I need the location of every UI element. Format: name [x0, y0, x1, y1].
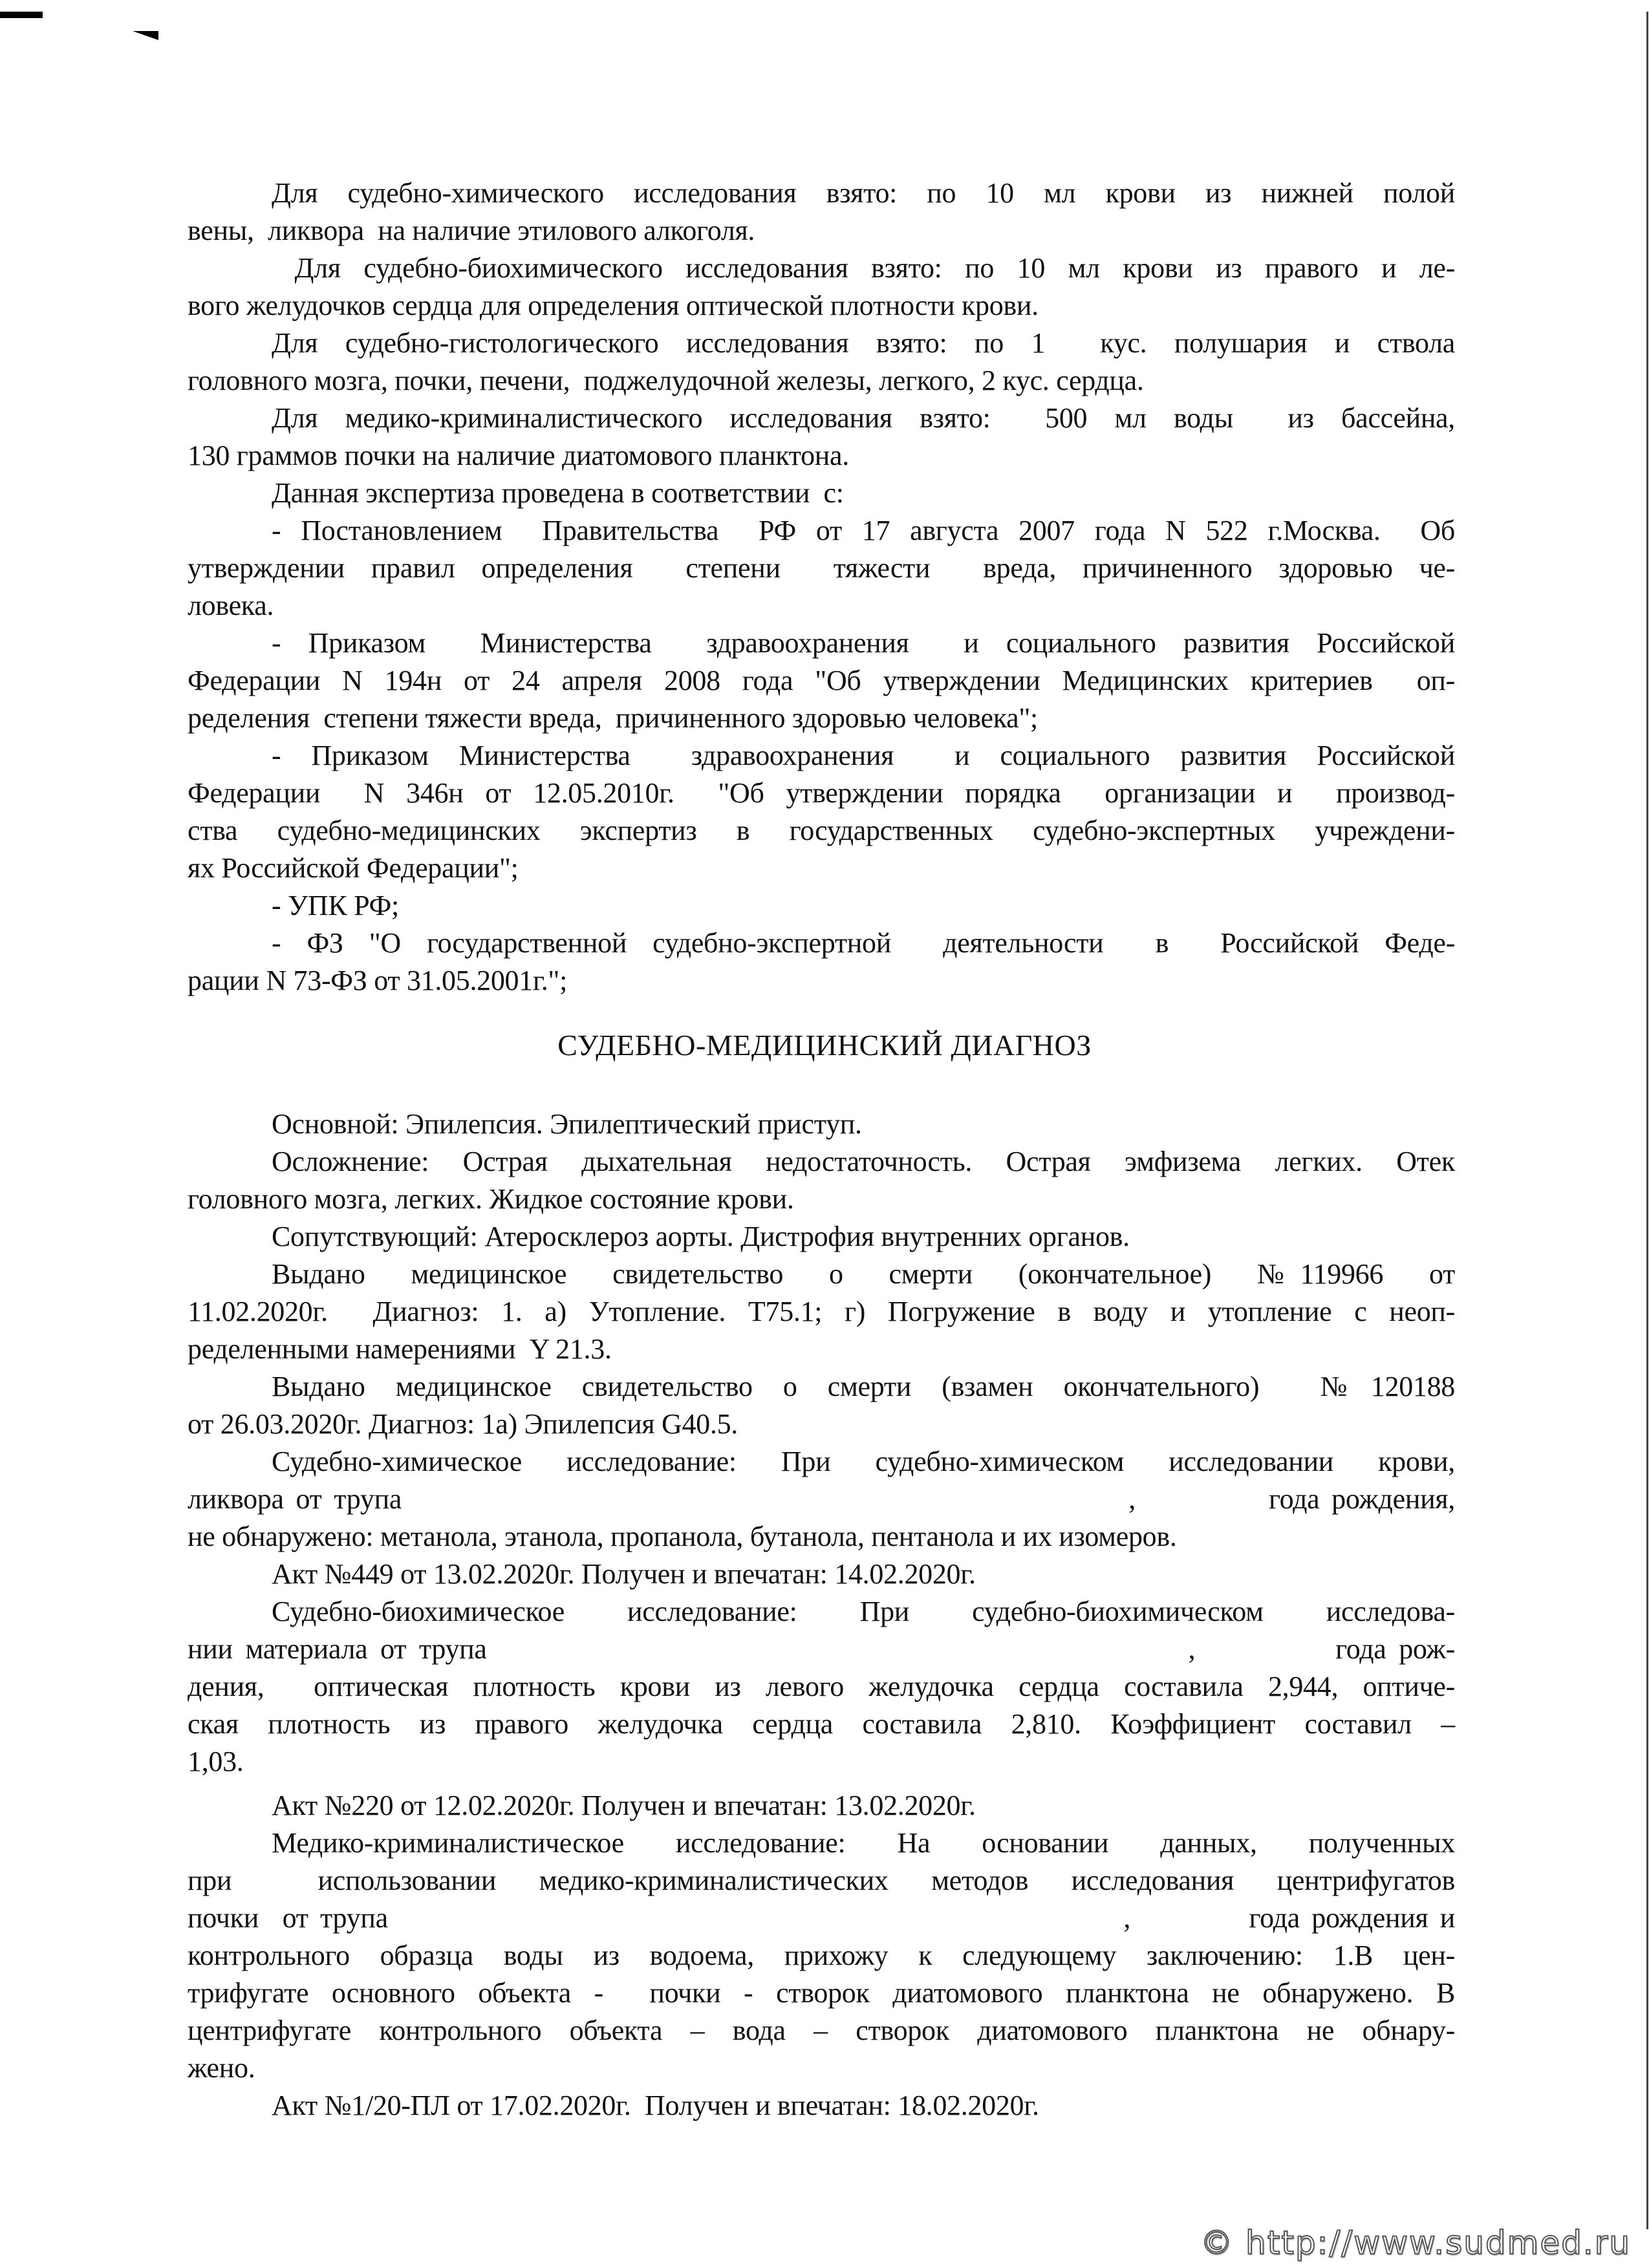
text-line: Акт №449 от 13.02.2020г. Получен и впечатан: 14.02.2020г.	[272, 1558, 976, 1590]
text-line: головного мозга, легких. Жидкое состояние крови.	[188, 1183, 794, 1215]
text-line: Осложнение: Острая дыхательная недостаточность. Острая эмфизема легких. Отек	[272, 1146, 1455, 1177]
text-line: 1,03.	[188, 1746, 244, 1777]
scan-artifact-triangle	[133, 31, 158, 40]
text-line: - ФЗ "О государственной судебно-экспертной деятельности в Российской Феде-	[272, 927, 1455, 959]
text-line: ях Российской Федерации";	[188, 852, 519, 884]
text-line: Медико-криминалистическое исследование: На основании данных, полученных	[272, 1827, 1455, 1859]
text-line: вого желудочков сердца для определения оптической плотности крови.	[188, 290, 1039, 321]
text-line: жено.	[188, 2052, 255, 2084]
text-line: Акт №220 от 12.02.2020г. Получен и впечатан: 13.02.2020г.	[272, 1790, 976, 1821]
text-line: Для судебно-химического исследования взято: по 10 мл крови из нижней полой	[272, 177, 1455, 209]
watermark: © http://www.sudmed.ru	[1200, 2224, 1631, 2262]
text-line: Для судебно-биохимического исследования взято: по 10 мл крови из правого и ле-	[272, 252, 1455, 284]
text-line: Для медико-криминалистического исследования взято: 500 мл воды из бассейна,	[272, 402, 1455, 434]
text-line: ская плотность из правого желудочка сердца составила 2,810. Коэффициент составил –	[188, 1708, 1455, 1740]
text-line: Судебно-биохимическое исследование: При судебно-биохимическом исследова-	[272, 1596, 1455, 1627]
text-line: рации N 73-ФЗ от 31.05.2001г.";	[188, 965, 568, 996]
text-line: ределенными намерениями Y 21.3.	[188, 1333, 612, 1365]
text-line: не обнаружено: метанола, этанола, пропанола, бутанола, пентанола и их изомеров.	[188, 1521, 1177, 1552]
text-line: Судебно-химическое исследование: При судебно-химическом исследовании крови,	[272, 1446, 1455, 1477]
text-line: нии материала от трупа , года рож-	[188, 1633, 1455, 1665]
text-line: ства судебно-медицинских экспертиз в государственных судебно-экспертных учреждени-	[188, 815, 1455, 846]
text-line: при использовании медико-криминалистических методов исследования центрифугатов	[188, 1865, 1455, 1896]
text-line: вены, ликвора на наличие этилового алкоголя.	[188, 215, 755, 246]
text-line: дения, оптическая плотность крови из левого желудочка сердца составила 2,944, оптиче-	[188, 1671, 1455, 1702]
text-line: Сопутствующий: Атеросклероз аорты. Дистрофия внутренних органов.	[272, 1221, 1130, 1252]
text-line: - Приказом Министерства здравоохранения и социального развития Российской	[272, 740, 1455, 771]
text-line: ликвора от трупа , года рождения,	[188, 1483, 1455, 1515]
scan-edge-line	[1646, 12, 1648, 2229]
scan-artifact-bar	[0, 12, 43, 18]
text-line: головного мозга, почки, печени, поджелудочной железы, легкого, 2 кус. сердца.	[188, 365, 1144, 396]
text-line: Акт №1/20-ПЛ от 17.02.2020г. Получен и впечатан: 18.02.2020г.	[272, 2090, 1039, 2121]
text-line: 11.02.2020г. Диагноз: 1. а) Утопление. Т75.1; г) Погружение в воду и утопление с неоп-	[188, 1296, 1455, 1327]
text-line: ределения степени тяжести вреда, причиненного здоровью человека";	[188, 702, 1038, 734]
text-line: Выдано медицинское свидетельство о смерти (взамен окончательного) №120188	[272, 1371, 1455, 1402]
text-line: Данная экспертиза проведена в соответствии с:	[272, 477, 844, 509]
text-line: Основной: Эпилепсия. Эпилептический приступ.	[272, 1108, 862, 1140]
text-line: утверждении правил определения степени тяжести вреда, причиненного здоровью че-	[188, 552, 1455, 584]
section-title-diagnosis: СУДЕБНО-МЕДИЦИНСКИЙ ДИАГНОЗ	[557, 1029, 1092, 1062]
text-line: - Постановлением Правительства РФ от 17 августа 2007 года N 522 г.Москва. Об	[272, 515, 1455, 546]
text-line: - Приказом Министерства здравоохранения и социального развития Российской	[272, 627, 1455, 659]
text-line: Выдано медицинское свидетельство о смерти (окончательное) №119966 от	[272, 1258, 1455, 1290]
text-line: центрифугате контрольного объекта – вода – створок диатомового планктона не обнару-	[188, 2015, 1455, 2046]
text-line: ловека.	[188, 590, 274, 621]
text-line: почки от трупа , года рождения и	[188, 1902, 1455, 1934]
text-line: Федерации N 194н от 24 апреля 2008 года "Об утверждении Медицинских критериев оп-	[188, 665, 1455, 696]
text-line: - УПК РФ;	[272, 890, 399, 921]
text-line: контрольного образца воды из водоема, прихожу к следующему заключению: 1.В цен-	[188, 1940, 1455, 1971]
text-line: Федерации N 346н от 12.05.2010г. "Об утверждении порядка организации и производ-	[188, 777, 1455, 809]
text-line: Для судебно-гистологического исследования взято: по 1 кус. полушария и ствола	[272, 327, 1455, 359]
text-line: трифугате основного объекта - почки - створок диатомового планктона не обнаружено. В	[188, 1977, 1455, 2009]
text-line: 130 граммов почки на наличие диатомового планктона.	[188, 440, 849, 471]
text-line: от 26.03.2020г. Диагноз: 1а) Эпилепсия G40.5.	[188, 1408, 738, 1440]
